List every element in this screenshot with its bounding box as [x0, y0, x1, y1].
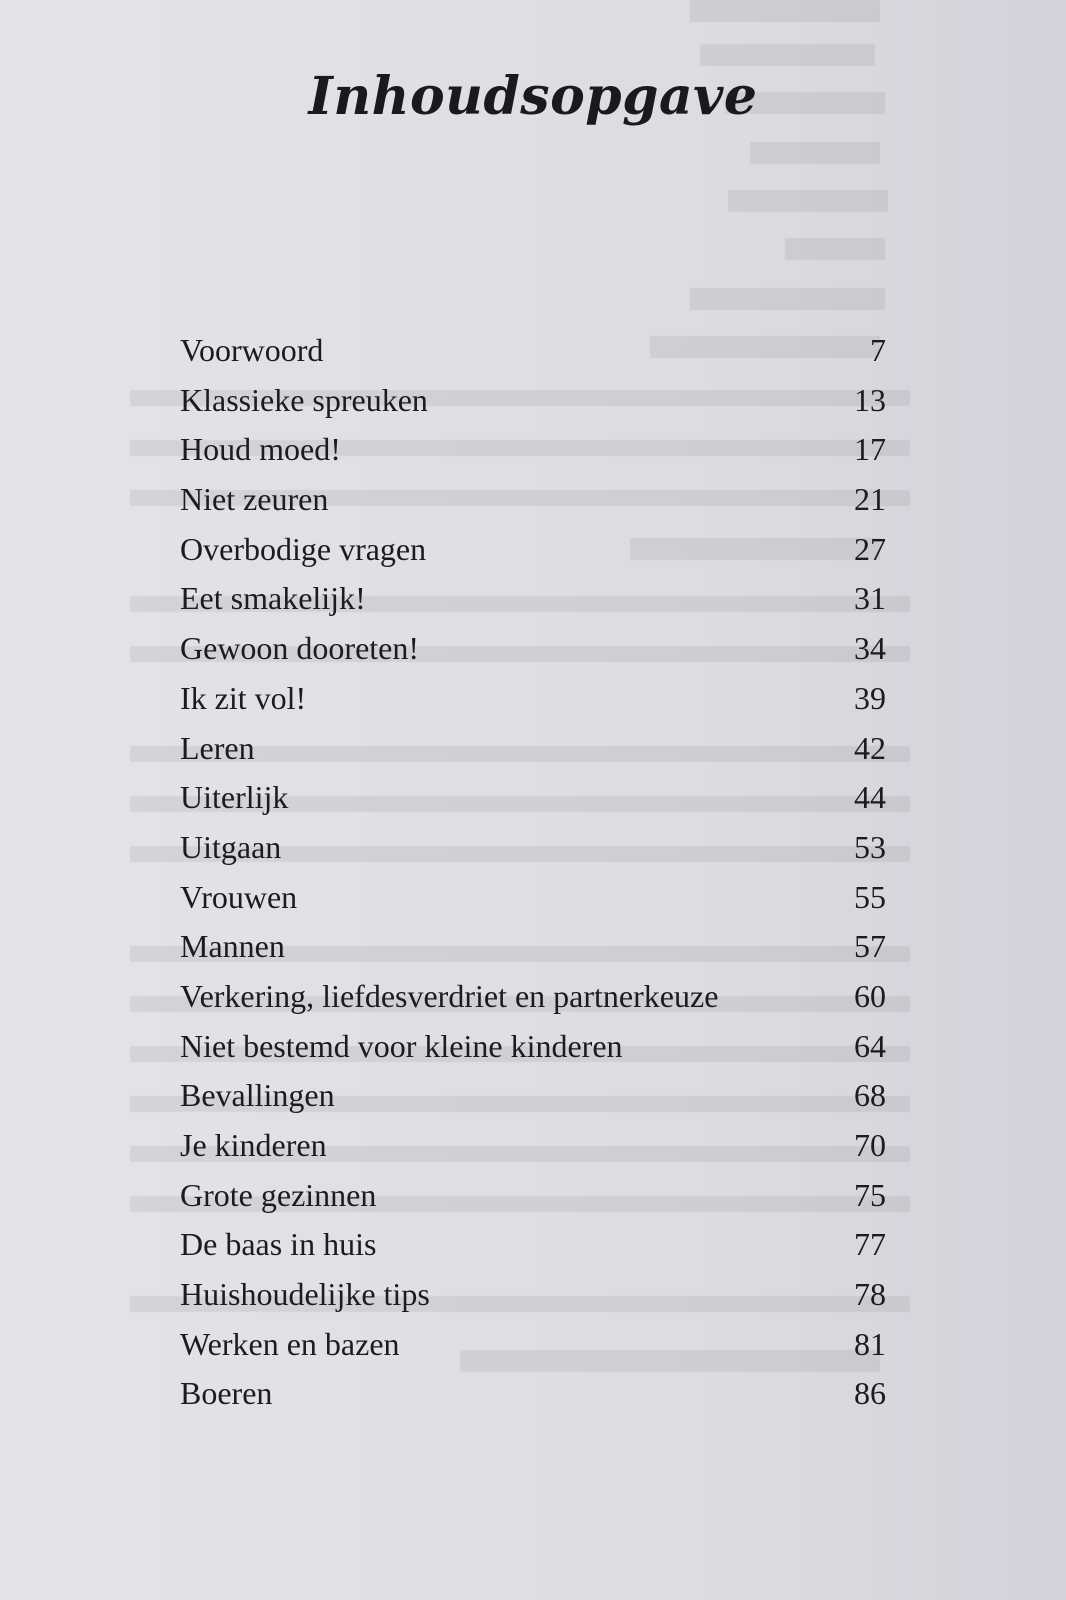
toc-entry[interactable]	[180, 332, 886, 382]
toc-entry[interactable]	[180, 1028, 886, 1078]
toc-entry-page: 21	[854, 481, 886, 518]
toc-entry-title: Je kinderen	[180, 1127, 327, 1163]
toc-entry[interactable]	[180, 978, 886, 1028]
toc-entry-title: Bevallingen	[180, 1077, 335, 1114]
toc-entry[interactable]	[180, 1177, 886, 1227]
toc-entry[interactable]	[180, 431, 886, 481]
toc-entry-title: Mannen	[180, 928, 285, 965]
toc-entry[interactable]	[180, 1077, 886, 1127]
toc-entry-page: 68	[854, 1077, 886, 1114]
toc-entry-title: Uiterlijk	[180, 779, 289, 816]
toc-entry-page: 27	[854, 530, 886, 567]
toc-entry-title: Houd moed!	[180, 431, 341, 468]
toc-entry-page: 70	[854, 1127, 886, 1163]
toc-entry-page: 42	[854, 729, 886, 766]
toc-entry-title: Leren	[180, 729, 255, 766]
toc-entry-page: 7	[870, 332, 886, 368]
toc-entry-page: 53	[854, 828, 886, 865]
toc-entry[interactable]	[180, 481, 886, 531]
toc-entry-page: 55	[854, 878, 886, 915]
toc-entry[interactable]	[180, 680, 886, 730]
toc-entry[interactable]	[180, 382, 886, 432]
toc-entry-page: 81	[854, 1325, 886, 1362]
toc-entry-page: 78	[854, 1276, 886, 1313]
table-of-contents	[180, 332, 886, 1425]
toc-entry-title: Boeren	[180, 1375, 273, 1412]
toc-entry-page: 77	[854, 1226, 886, 1263]
toc-entry[interactable]	[180, 1127, 886, 1177]
toc-entry-title: Werken en bazen	[180, 1325, 400, 1362]
toc-entry-title: Klassieke spreuken	[180, 381, 428, 418]
toc-entry[interactable]	[180, 829, 886, 879]
toc-entry-title: Ik zit vol!	[180, 679, 307, 716]
toc-entry-title: Overbodige vragen	[180, 530, 427, 567]
toc-entry-title: Grote gezinnen	[180, 1176, 377, 1213]
page-title: Inhoudsopgave	[308, 66, 758, 127]
toc-entry-title: Niet bestemd voor kleine kinderen	[180, 1027, 623, 1064]
toc-entry[interactable]	[180, 928, 886, 978]
toc-entry-title: Voorwoord	[180, 332, 324, 368]
toc-entry-page: 13	[854, 381, 886, 418]
toc-entry-title: Eet smakelijk!	[180, 580, 366, 617]
toc-entry-title: De baas in huis	[180, 1226, 377, 1263]
toc-entry[interactable]	[180, 730, 886, 780]
toc-entry-page: 31	[854, 580, 886, 617]
toc-entry-page: 86	[854, 1375, 886, 1412]
toc-entry[interactable]	[180, 1226, 886, 1276]
toc-entry[interactable]	[180, 580, 886, 630]
toc-entry[interactable]	[180, 1326, 886, 1376]
toc-entry[interactable]	[180, 879, 886, 929]
toc-entry-page: 75	[854, 1176, 886, 1213]
toc-entry-title: Vrouwen	[180, 878, 298, 915]
toc-entry[interactable]	[180, 779, 886, 829]
toc-entry-page: 64	[854, 1027, 886, 1064]
toc-entry-page: 60	[854, 977, 886, 1014]
toc-entry[interactable]	[180, 1276, 886, 1326]
toc-entry-page: 17	[854, 431, 886, 468]
toc-entry-title: Gewoon dooreten!	[180, 630, 420, 667]
toc-entry[interactable]	[180, 630, 886, 680]
toc-entry-page: 39	[854, 679, 886, 716]
toc-entry-page: 34	[854, 630, 886, 667]
toc-entry-title: Uitgaan	[180, 828, 282, 865]
toc-entry-page: 57	[854, 928, 886, 965]
toc-entry-page: 44	[854, 779, 886, 816]
toc-entry-title: Huishoudelijke tips	[180, 1276, 430, 1313]
toc-entry-title: Niet zeuren	[180, 481, 329, 518]
toc-entry-title: Verkering, liefdesverdriet en partnerkeuze	[180, 977, 719, 1014]
toc-entry[interactable]	[180, 531, 886, 581]
toc-entry[interactable]	[180, 1375, 886, 1425]
